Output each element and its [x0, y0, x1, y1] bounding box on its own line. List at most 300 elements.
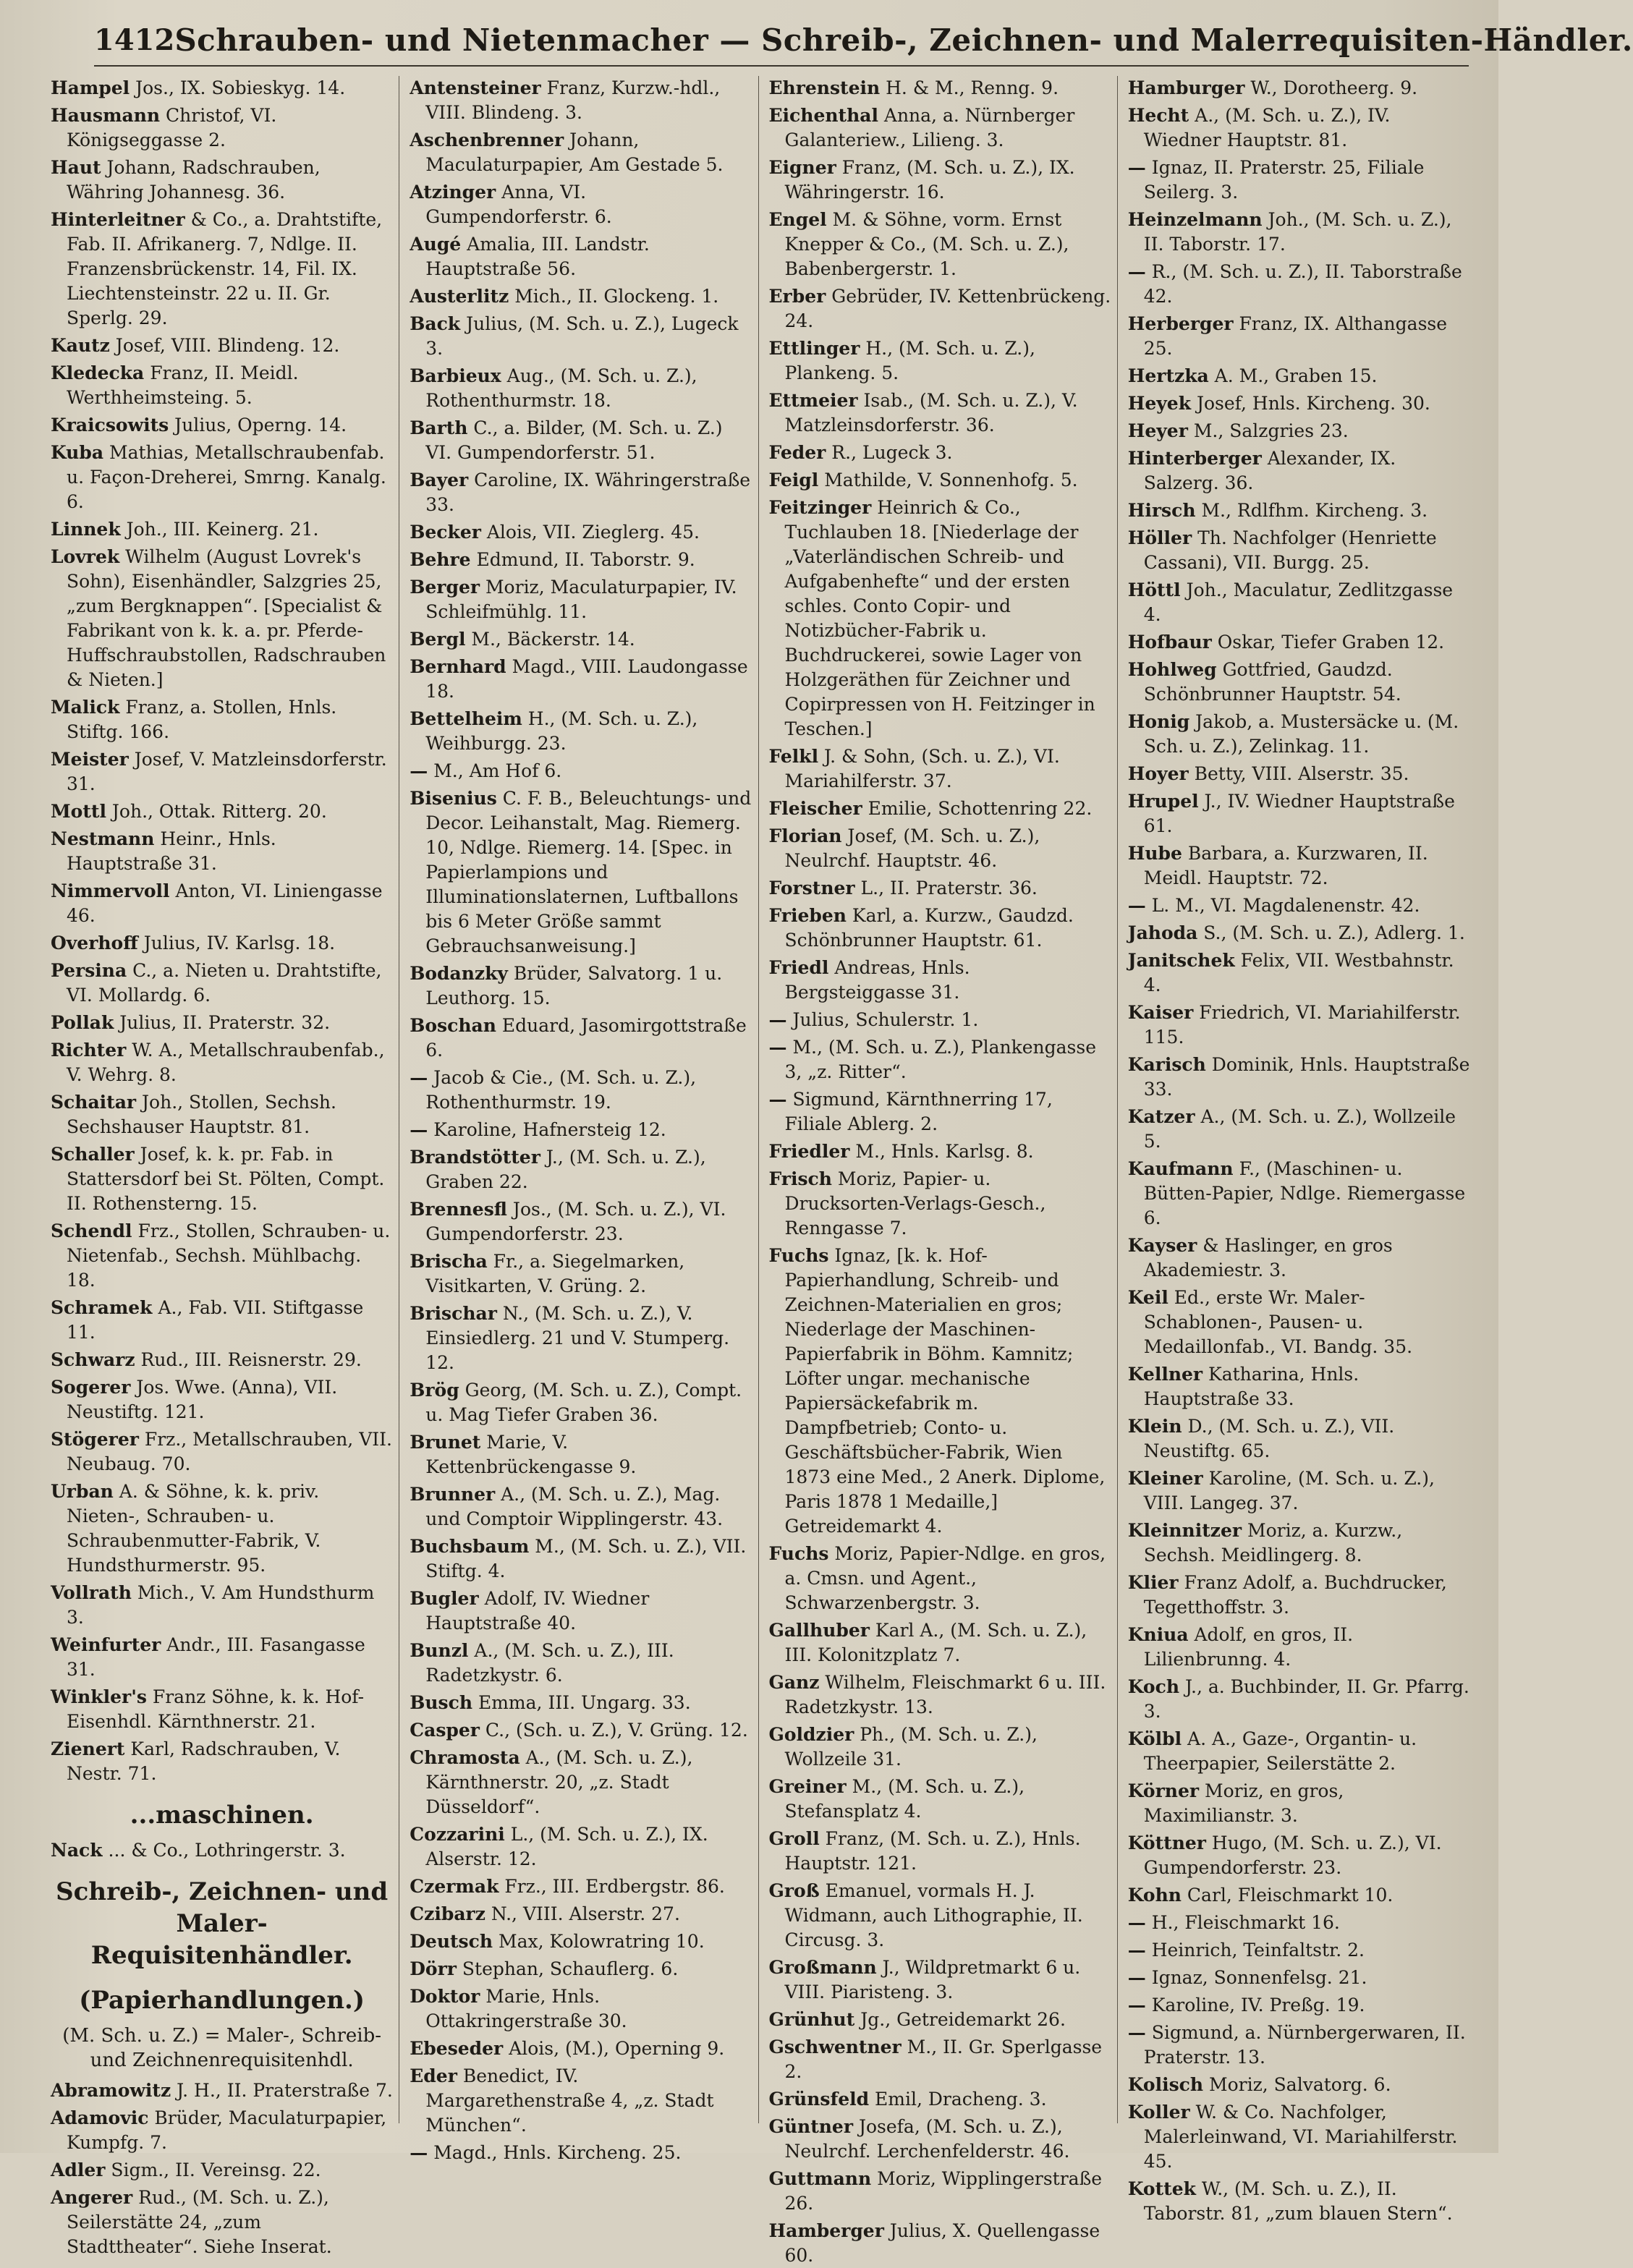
- entry-details: Jakob, a. Mustersäcke u. (M. Sch. u. Z.), Zelinkag. 11.: [1143, 711, 1459, 757]
- directory-entry: [51, 361, 393, 410]
- directory-entry: [51, 76, 393, 101]
- entry-name: Herberger: [1127, 313, 1234, 334]
- entry-details: Georg, (M. Sch. u. Z.), Compt. u. Mag Tiefer Graben 36.: [425, 1380, 742, 1425]
- entry-name: —: [1127, 1940, 1146, 1961]
- entry-name: —: [410, 760, 428, 781]
- directory-entry: [769, 336, 1111, 386]
- entry-details: Heinrich, Teinfaltstr. 2.: [1145, 1940, 1365, 1961]
- entry-details: ... & Co., Lothringerstr. 3.: [102, 1840, 346, 1861]
- entry-name: Koch: [1127, 1676, 1180, 1697]
- entry-details: Mich., V. Am Hundsthurm 3.: [67, 1582, 375, 1628]
- entry-name: Schaitar: [51, 1092, 137, 1113]
- entry-name: Kaufmann: [1127, 1158, 1234, 1179]
- entry-name: Felkl: [768, 746, 819, 767]
- entry-details: C., (Sch. u. Z.), V. Grüng. 12.: [479, 1720, 748, 1741]
- entry-name: Busch: [410, 1692, 473, 1713]
- entry-name: Kayser: [1127, 1235, 1197, 1256]
- directory-entry: [410, 961, 752, 1011]
- directory-entry: [1128, 2021, 1470, 2070]
- directory-entry: [51, 1011, 393, 1035]
- entry-name: Forstner: [768, 878, 855, 899]
- entry-details: Brüder, Salvatorg. 1 u. Leuthorg. 15.: [425, 963, 723, 1008]
- directory-entry: [410, 128, 752, 177]
- entry-details: Josef, k. k. pr. Fab. in Stattersdorf bei St. Pölten, Compt. II. Rothensterng. 15.: [67, 1144, 385, 1214]
- entry-name: Nestmann: [51, 828, 155, 849]
- entry-name: Kniua: [1127, 1624, 1189, 1645]
- directory-entry: [410, 468, 752, 517]
- entry-details: Heinr., Hnls. Hauptstraße 31.: [67, 828, 276, 874]
- entry-details: A., Fab. VII. Stiftgasse 11.: [67, 1297, 364, 1343]
- directory-entry: [1128, 1466, 1470, 1516]
- directory-entry: [769, 1087, 1111, 1137]
- directory-entry: [51, 2186, 393, 2259]
- entry-details: R., Lugeck 3.: [826, 442, 953, 463]
- directory-entry: [1128, 2100, 1470, 2174]
- entry-details: Carl, Fleischmarkt 10.: [1181, 1885, 1394, 1906]
- directory-entry: [51, 1038, 393, 1087]
- entry-name: Hinterberger: [1127, 448, 1262, 469]
- directory-entry: [410, 575, 752, 624]
- entry-name: —: [1127, 895, 1146, 916]
- entry-name: Aschenbrenner: [410, 129, 564, 150]
- entry-details: Friedrich, VI. Mariahilferstr. 115.: [1143, 1002, 1461, 1048]
- directory-entry: [1128, 1157, 1470, 1231]
- entry-name: Bisenius: [410, 788, 497, 809]
- entry-name: Eigner: [768, 157, 836, 178]
- entry-name: Bodanzky: [410, 963, 508, 984]
- directory-entry: [1128, 364, 1470, 388]
- directory-entry: [410, 1014, 752, 1063]
- directory-entry: [410, 1534, 752, 1584]
- entry-name: Hecht: [1127, 105, 1189, 126]
- entry-name: Brennesfl: [410, 1199, 507, 1220]
- directory-entry: [410, 1691, 752, 1715]
- directory-entry: [51, 156, 393, 205]
- directory-entry: [1128, 893, 1470, 918]
- directory-entry: [51, 1427, 393, 1477]
- entry-details: Felix, VII. Westbahnstr. 4.: [1143, 950, 1454, 995]
- entry-details: Gebrüder, IV. Kettenbrückeng. 24.: [784, 286, 1111, 331]
- directory-entry: [1128, 76, 1470, 101]
- entry-name: Feitzinger: [768, 497, 872, 518]
- entry-name: Adamovic: [51, 2107, 149, 2128]
- directory-entry: [51, 334, 393, 358]
- entry-name: Ehrenstein: [768, 77, 881, 98]
- directory-entry: [51, 1219, 393, 1293]
- entry-details: Moriz, en gros, Maximilianstr. 3.: [1143, 1780, 1344, 1826]
- entry-details: & Co., a. Drahtstifte, Fab. II. Afrikanerg. 7, Ndlge. II. Franzensbrückenstr. 14, Fil. IX. Liechtensteinstr. 22 u. II. Gr. Sperlg. 29.: [67, 209, 383, 328]
- entry-details: Betty, VIII. Alserstr. 35.: [1188, 763, 1409, 784]
- page-number: 1412: [94, 22, 175, 57]
- entry-name: Brunner: [410, 1484, 496, 1505]
- entry-details: D., (M. Sch. u. Z.), VII. Neustiftg. 65.: [1143, 1416, 1395, 1461]
- entry-details: M., Am Hof 6.: [428, 760, 562, 781]
- entry-details: J., a. Buchbinder, II. Gr. Pfarrg. 3.: [1143, 1676, 1469, 1722]
- entry-name: Kohn: [1127, 1885, 1182, 1906]
- entry-name: Hube: [1127, 843, 1182, 864]
- entry-name: Kautz: [51, 335, 110, 356]
- entry-name: Urban: [51, 1481, 114, 1502]
- directory-entry: [769, 388, 1111, 438]
- directory-entry: [1128, 498, 1470, 523]
- directory-entry: [1128, 526, 1470, 575]
- directory-entry: [769, 156, 1111, 205]
- entry-name: Haut: [51, 157, 101, 178]
- entry-name: Klier: [1127, 1572, 1179, 1593]
- entry-name: Friedler: [768, 1141, 850, 1162]
- directory-entry: [410, 232, 752, 281]
- directory-entry: [769, 876, 1111, 901]
- entry-name: —: [1127, 1912, 1146, 1933]
- directory-entry: [1128, 1779, 1470, 1828]
- entry-details: Franz, (M. Sch. u. Z.), IX. Währingerstr. 16.: [784, 157, 1075, 203]
- entry-details: Jg., Getreidemarkt 26.: [854, 2009, 1066, 2030]
- directory-columns: [51, 76, 1476, 2266]
- entry-details: Moriz, Maculaturpapier, IV. Schleifmühlg. 11.: [425, 577, 737, 622]
- section-note: (M. Sch. u. Z.) = Maler-, Schreib- und Zeichnenrequisitenhdl.: [62, 2025, 382, 2071]
- entry-name: Heyer: [1127, 420, 1188, 441]
- entry-details: Alois, (M.), Operning 9.: [503, 2038, 725, 2059]
- entry-name: Barth: [410, 417, 468, 438]
- entry-details: Joh., Ottak. Ritterg. 20.: [106, 801, 327, 822]
- entry-name: Gallhuber: [768, 1620, 870, 1641]
- directory-entry: [51, 2106, 393, 2155]
- entry-details: Sigmund, Kärnthnerring 17, Filiale Ablerg. 2.: [784, 1089, 1053, 1134]
- entry-name: Güntner: [768, 2116, 854, 2137]
- directory-entry: [769, 1723, 1111, 1772]
- entry-details: J., Wildpretmarkt 6 u. VIII. Piaristeng. 3.: [784, 1957, 1081, 2002]
- entry-name: Schwarz: [51, 1349, 135, 1370]
- entry-details: Andreas, Hnls. Bergsteiggasse 31.: [784, 957, 970, 1003]
- entry-name: Atzinger: [410, 182, 496, 203]
- directory-entry: [1128, 391, 1470, 416]
- entry-name: Barbieux: [410, 365, 501, 386]
- entry-name: Grünsfeld: [768, 2089, 870, 2110]
- entry-details: Joh., Maculatur, Zedlitzgasse 4.: [1143, 579, 1454, 625]
- directory-entry: [51, 1581, 393, 1630]
- entry-details: Marie, V. Kettenbrückengasse 9.: [425, 1432, 637, 1477]
- directory-entry: [769, 1244, 1111, 1539]
- entry-details: M., (M. Sch. u. Z.), Plankengasse 3, „z. Ritter“.: [784, 1037, 1097, 1082]
- entry-name: Mottl: [51, 801, 106, 822]
- entry-name: Dörr: [410, 1958, 457, 1979]
- entry-details: Josefa, (M. Sch. u. Z.), Neulrchf. Lerchenfelderstr. 46.: [784, 2116, 1070, 2162]
- entry-details: S., (M. Sch. u. Z.), Adlerg. 1.: [1197, 922, 1465, 943]
- directory-entry: [410, 2141, 752, 2165]
- directory-entry: [410, 548, 752, 572]
- entry-name: —: [1127, 261, 1146, 282]
- entry-name: Ettlinger: [768, 338, 860, 359]
- entry-details: Heinrich & Co., Tuchlauben 18. [Niederlage der „Vaterländischen Schreib- und Aufgabenhefte“ und der ersten schles. Conto Copir- und Notizbücher-Fabrik u. Buchdruckerei, sowie Lager von Holzgeräthen für Zeichner und Copirpressen von H. Feitzinger in Teschen.]: [784, 497, 1095, 739]
- entry-details: Ignaz, [k. k. Hof-Papierhandlung, Schreib- und Zeichnen-Materialien en gros; Niederlage der Maschinen-Papierfabrik in Böhm. Kamnitz; Löfter ungar. mechanische Papiersäckefabrik m. Dampfbetrieb; Conto- u. Geschäftsbücher-Fabrik, Wien 1873 eine Med., 2 Anerk. Diplome, Paris 1878 1 Medaille,] Getreidemarkt 4.: [784, 1245, 1106, 1537]
- directory-entry: [1128, 208, 1470, 257]
- entry-details: Sigmund, a. Nürnbergerwaren, II. Praterstr. 13.: [1143, 2022, 1466, 2068]
- entry-details: Julius, Schulerstr. 1.: [786, 1009, 979, 1030]
- entry-name: Hofbaur: [1127, 632, 1212, 653]
- section-heading: ...maschinen.: [130, 1801, 314, 1830]
- directory-entry: [769, 1139, 1111, 1164]
- entry-details: Jos., IX. Sobieskyg. 14.: [130, 77, 346, 98]
- entry-name: Bayer: [410, 470, 469, 490]
- entry-name: Groß: [768, 1880, 820, 1901]
- entry-name: Linnek: [51, 519, 121, 540]
- directory-entry: [769, 956, 1111, 1005]
- entry-details: Josef, Hnls. Kircheng. 30.: [1191, 393, 1430, 414]
- entry-name: Guttmann: [768, 2168, 872, 2189]
- entry-name: Höttl: [1127, 579, 1181, 600]
- directory-entry: [51, 879, 393, 928]
- entry-details: J. H., II. Praterstraße 7.: [171, 2080, 393, 2101]
- directory-entry: [1128, 419, 1470, 443]
- directory-entry: [51, 413, 393, 438]
- entry-details: A. A., Gaze-, Organtin- u. Theerpapier, Seilerstätte 2.: [1143, 1728, 1417, 1774]
- directory-entry: [1128, 312, 1470, 361]
- directory-entry: [410, 1249, 752, 1299]
- directory-entry: [51, 2158, 393, 2183]
- entry-name: Fleischer: [768, 798, 862, 819]
- entry-name: Lovrek: [51, 546, 120, 567]
- entry-details: Jacob & Cie., (M. Sch. u. Z.), Rothenthurmstr. 19.: [425, 1067, 697, 1113]
- entry-name: Nimmervoll: [51, 880, 170, 901]
- entry-details: W. & Co. Nachfolger, Malerleinwand, VI. Mariahilferstr. 45.: [1143, 2102, 1458, 2172]
- entry-name: Kellner: [1127, 1364, 1203, 1385]
- directory-entry: [1128, 1286, 1470, 1359]
- entry-details: Mathias, Metallschraubenfab. u. Façon-Dreherei, Smrng. Kanalg. 6.: [67, 442, 386, 512]
- entry-name: Großmann: [768, 1957, 877, 1978]
- entry-details: L., II. Praterstr. 36.: [854, 878, 1038, 899]
- directory-entry: [51, 799, 393, 824]
- entry-details: Franz, IX. Althangasse 25.: [1143, 313, 1448, 359]
- entry-details: Karoline, IV. Preßg. 19.: [1145, 1995, 1365, 2016]
- entry-details: W., Dorotheerg. 9.: [1244, 77, 1418, 98]
- entry-details: Magd., Hnls. Kircheng. 25.: [428, 2142, 682, 2163]
- directory-entry: [410, 284, 752, 309]
- directory-entry: [410, 1822, 752, 1872]
- entry-details: Emil, Dracheng. 3.: [869, 2089, 1047, 2110]
- entry-name: Honig: [1127, 711, 1190, 732]
- entry-details: Julius, II. Praterstr. 32.: [114, 1012, 331, 1033]
- entry-details: Emma, III. Ungarg. 33.: [472, 1692, 691, 1713]
- entry-name: Kledecka: [51, 362, 145, 383]
- entry-name: Hinterleitner: [51, 209, 185, 230]
- entry-name: Kolisch: [1127, 2074, 1204, 2095]
- entry-name: Deutsch: [410, 1931, 493, 1952]
- entry-details: Moriz, Papier- u. Drucksorten-Verlags-Gesch., Renngasse 7.: [784, 1168, 1046, 1239]
- entry-name: Becker: [410, 522, 481, 543]
- entry-details: Josef, V. Matzleinsdorferstr. 31.: [67, 749, 387, 794]
- directory-entry: [1128, 1105, 1470, 1154]
- entry-name: —: [768, 1009, 787, 1030]
- directory-entry: [1128, 1623, 1470, 1672]
- entry-name: Körner: [1127, 1780, 1200, 1801]
- directory-entry: [410, 1957, 752, 1982]
- entry-details: L. M., VI. Magdalenenstr. 42.: [1145, 895, 1420, 916]
- entry-name: Hertzka: [1127, 365, 1209, 386]
- entry-details: Brüder, Maculaturpapier, Kumpfg. 7.: [67, 2107, 387, 2153]
- directory-entry: [769, 904, 1111, 953]
- entry-name: Nack: [51, 1840, 103, 1861]
- entry-details: Katharina, Hnls. Hauptstraße 33.: [1143, 1364, 1360, 1409]
- entry-name: Karisch: [1127, 1054, 1206, 1075]
- entry-name: Bergl: [410, 629, 466, 650]
- entry-name: Adler: [51, 2159, 106, 2180]
- directory-entry: [51, 1375, 393, 1424]
- directory-entry: [410, 76, 752, 125]
- entry-name: Schendl: [51, 1220, 132, 1241]
- directory-entry: [410, 2036, 752, 2061]
- entry-details: Karoline, Hafnersteig 12.: [428, 1119, 666, 1140]
- entry-details: M., II. Gr. Sperlgasse 2.: [784, 2036, 1103, 2082]
- entry-name: Groll: [768, 1828, 820, 1849]
- entry-name: Goldzier: [768, 1724, 854, 1745]
- entry-details: M. & Söhne, vorm. Ernst Knepper & Co., (M. Sch. u. Z.), Babenbergerstr. 1.: [784, 209, 1069, 279]
- entry-details: Oskar, Tiefer Graben 12.: [1211, 632, 1445, 653]
- directory-entry: [51, 1737, 393, 1786]
- directory-entry: [1128, 1966, 1470, 1990]
- entry-details: Franz, (M. Sch. u. Z.), Hnls. Hauptstr. 121.: [784, 1828, 1081, 1874]
- entry-name: Klein: [1127, 1416, 1182, 1437]
- entry-name: Heinzelmann: [1127, 209, 1263, 230]
- entry-name: Czibarz: [410, 1903, 485, 1924]
- entry-name: Janitschek: [1127, 950, 1235, 971]
- entry-name: Koller: [1127, 2102, 1190, 2123]
- entry-details: Benedict, IV. Margarethenstraße 4, „z. Stadt München“.: [425, 2065, 714, 2136]
- entry-details: A., (M. Sch. u. Z.), Kärnthnerstr. 20, „z. Stadt Düsseldorf“.: [425, 1747, 693, 1817]
- entry-name: Winkler's: [51, 1686, 147, 1707]
- entry-name: Vollrath: [51, 1582, 132, 1603]
- entry-name: Weinfurter: [51, 1634, 161, 1655]
- directory-entry: [1128, 2073, 1470, 2097]
- entry-details: Franz, a. Stollen, Hnls. Stiftg. 166.: [67, 697, 337, 742]
- entry-details: Julius, IV. Karlsg. 18.: [137, 933, 336, 954]
- entry-details: Rud., III. Reisnerstr. 29.: [135, 1349, 362, 1370]
- entry-name: Brischar: [410, 1303, 497, 1324]
- entry-details: A., (M. Sch. u. Z.), Mag. und Comptoir Wipplingerstr. 43.: [425, 1484, 724, 1529]
- directory-entry: [51, 1838, 393, 1863]
- entry-details: Caroline, IX. Währingerstraße 33.: [425, 470, 751, 515]
- entry-name: Erber: [768, 286, 826, 307]
- entry-name: Feder: [768, 442, 826, 463]
- directory-entry: [1128, 1362, 1470, 1411]
- section-heading: Schreib-, Zeichnen- und Maler-Requisitenhändler.: [56, 1877, 389, 1970]
- entry-details: Max, Kolowratring 10.: [493, 1931, 705, 1952]
- entry-name: Hamburger: [1127, 77, 1245, 98]
- section-subheading: (Papierhandlungen.): [79, 1986, 365, 2015]
- directory-entry: [410, 1639, 752, 1688]
- entry-details: Moriz, a. Kurzw., Sechsh. Meidlingerg. 8.: [1143, 1520, 1403, 1566]
- directory-entry: [1128, 1233, 1470, 1283]
- entry-name: Schaller: [51, 1144, 135, 1165]
- entry-details: Moriz, Salvatorg. 6.: [1203, 2074, 1391, 2095]
- entry-name: Czermak: [410, 1876, 499, 1897]
- entry-name: Behre: [410, 549, 471, 570]
- entry-details: Jos., (M. Sch. u. Z.), VI. Gumpendorferstr. 23.: [425, 1199, 726, 1244]
- directory-entry: [769, 2008, 1111, 2032]
- entry-details: Aug., (M. Sch. u. Z.), Rothenthurmstr. 18.: [425, 365, 697, 411]
- entry-name: Buchsbaum: [410, 1536, 530, 1557]
- entry-details: Frz., Metallschrauben, VII. Neubaug. 70.: [67, 1429, 392, 1474]
- entry-details: Adolf, IV. Wiedner Hauptstraße 40.: [425, 1588, 650, 1634]
- directory-entry: [410, 786, 752, 959]
- entry-name: Florian: [768, 825, 842, 846]
- entry-details: Anton, VI. Liniengasse 46.: [67, 880, 383, 926]
- directory-entry: [769, 1775, 1111, 1824]
- entry-details: W., (M. Sch. u. Z.), II. Taborstr. 81, „zum blauen Stern“.: [1143, 2178, 1453, 2224]
- entry-details: Emilie, Schottenring 22.: [862, 798, 1093, 819]
- page-header: [94, 14, 1633, 67]
- entry-details: Joh., (M. Sch. u. Z.), II. Taborstr. 17.: [1143, 209, 1452, 255]
- entry-name: Kuba: [51, 442, 104, 463]
- entry-details: Edmund, II. Taborstr. 9.: [470, 549, 695, 570]
- entry-name: Fuchs: [768, 1245, 829, 1266]
- directory-entry: [410, 2064, 752, 2138]
- entry-name: Hampel: [51, 77, 130, 98]
- entry-name: Ettmeier: [768, 390, 858, 411]
- directory-entry: [769, 2035, 1111, 2084]
- entry-details: Karl, a. Kurzw., Gaudzd. Schönbrunner Hauptstr. 61.: [784, 905, 1074, 951]
- directory-entry: [769, 1542, 1111, 1615]
- entry-name: —: [1127, 2022, 1146, 2043]
- entry-details: Jos. Wwe. (Anna), VII. Neustiftg. 121.: [67, 1377, 338, 1422]
- entry-details: Isab., (M. Sch. u. Z.), V. Matzleinsdorferstr. 36.: [784, 390, 1078, 436]
- entry-details: Julius, Operng. 14.: [169, 415, 347, 436]
- directory-entry: [1128, 1571, 1470, 1620]
- entry-details: Mich., II. Glockeng. 1.: [509, 286, 719, 307]
- entry-name: Hoyer: [1127, 763, 1189, 784]
- entry-details: Julius, X. Quellengasse 60.: [784, 2220, 1100, 2266]
- directory-entry: [51, 747, 393, 797]
- entry-name: —: [1127, 1967, 1146, 1988]
- entry-details: Josef, (M. Sch. u. Z.), Neulrchf. Hauptstr. 46.: [784, 825, 1040, 871]
- directory-entry: [1128, 921, 1470, 946]
- directory-entry: [1128, 1911, 1470, 1935]
- directory-entry: [410, 1929, 752, 1954]
- directory-entry: [410, 1066, 752, 1115]
- entry-name: Kraicsowits: [51, 415, 169, 436]
- directory-entry: [1128, 1414, 1470, 1464]
- directory-entry: [51, 1633, 393, 1682]
- entry-details: L., (M. Sch. u. Z.), IX. Alserstr. 12.: [425, 1824, 708, 1869]
- entry-details: Karl, Radschrauben, V. Nestr. 71.: [67, 1738, 341, 1784]
- directory-entry: [1128, 1675, 1470, 1724]
- directory-entry: [410, 1482, 752, 1532]
- entry-name: Zienert: [51, 1738, 125, 1759]
- entry-details: Moriz, Papier-Ndlge. en gros, a. Cmsn. und Agent., Schwarzenbergstr. 3.: [784, 1543, 1106, 1613]
- entry-name: Sogerer: [51, 1377, 131, 1398]
- entry-details: Frz., III. Erdbergstr. 86.: [499, 1876, 725, 1897]
- entry-details: A. & Söhne, k. k. priv. Nieten-, Schrauben- u. Schraubenmutter-Fabrik, V. Hundsthurmerstr. 95.: [67, 1481, 321, 1576]
- entry-name: Stögerer: [51, 1429, 139, 1450]
- entry-name: Greiner: [768, 1776, 847, 1797]
- entry-name: Hrupel: [1127, 791, 1199, 812]
- entry-name: Overhoff: [51, 933, 138, 954]
- directory-entry: [1128, 841, 1470, 891]
- entry-details: Andr., III. Fasangasse 31.: [67, 1634, 365, 1680]
- entry-details: W. A., Metallschraubenfab., V. Wehrg. 8.: [67, 1040, 385, 1085]
- entry-name: Engel: [768, 209, 827, 230]
- directory-entry: [410, 1430, 752, 1479]
- entry-details: J. & Sohn, (Sch. u. Z.), VI. Mariahilferstr. 37.: [784, 746, 1060, 791]
- directory-entry: [410, 1197, 752, 1246]
- directory-entry: [769, 1879, 1111, 1953]
- entry-details: Frz., Stollen, Schrauben- u. Nietenfab., Sechsh. Mühlbachg. 18.: [67, 1220, 391, 1291]
- directory-entry: [51, 545, 393, 692]
- entry-details: J., IV. Wiedner Hauptstraße 61.: [1143, 791, 1455, 836]
- entry-details: M., (M. Sch. u. Z.), VII. Stiftg. 4.: [425, 1536, 747, 1581]
- directory-entry: [410, 1874, 752, 1899]
- entry-details: Adolf, en gros, II. Lilienbrunng. 4.: [1143, 1624, 1354, 1670]
- directory-entry: [410, 1746, 752, 1819]
